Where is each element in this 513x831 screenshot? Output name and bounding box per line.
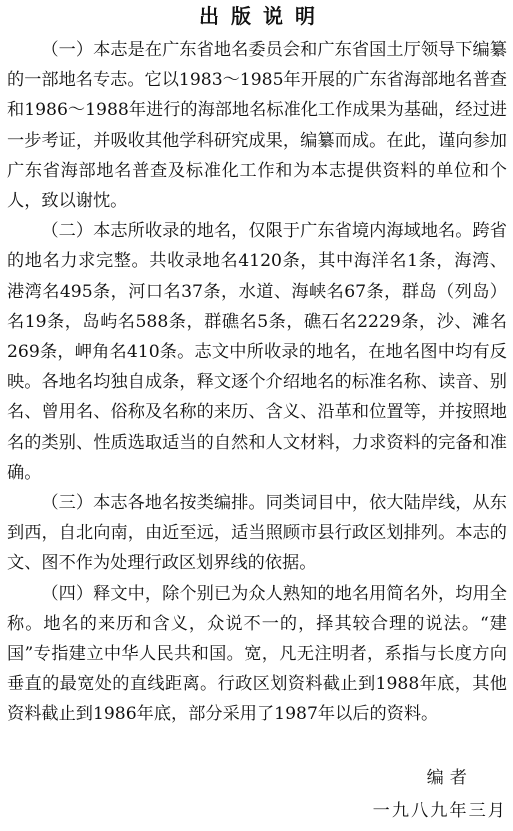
date-line: 一九八九年三月 bbox=[372, 801, 507, 821]
paragraph-2: （二）本志所收录的地名，仅限于广东省境内海域地名。跨省的地名力求完整。共收录地名4120条，其中海洋名1条，海湾、港湾名495条，河口名37条，水道、海峡名67条，群岛（列岛）名19条，岛屿名588条，群礁名5条，礁石名2229条，沙、滩名269条，岬角名410条。志文中所收录的地名，在地名图中均有反映。各地名均独自成条，释文逐个介绍地名的标准名称、读音、别名、曾用名、俗称及名称的来历、含义、沿革和位置等，并按照地名的类别、性质选取适当的自然和人文材料，力求资料的完备和准确。 bbox=[7, 221, 507, 483]
page-title: 出版说明 bbox=[199, 4, 327, 28]
paragraph-4: （四）释文中，除个别已为众人熟知的地名用简名外，均用全称。地名的来历和含义，众说不一的，择其较合理的说法。“建国”专指建立中华人民共和国。宽，凡无注明者，系指与长度方向垂直的最宽处的直线距离。行政区划资料截止到1988年底，其他资料截止到1986年底，部分采用了1987年以后的资料。 bbox=[7, 583, 507, 725]
paragraph-1: （一）本志是在广东省地名委员会和广东省国土厅领导下编纂的一部地名专志。它以1983～1985年开展的广东省海部地名普查和1986～1988年进行的海部地名标准化工作成果为基础，经过进一步考证，并吸收其他学科研究成果，编纂而成。在此，谨向参加广东省海部地名普查及标准化工作和为本志提供资料的单位和个人，致以谢忱。 bbox=[7, 40, 507, 212]
paragraph-3: （三）本志各地名按类编排。同类词目中，依大陆岸线，从东到西，自北向南，由近至远，适当照顾市县行政区划排列。本志的文、图不作为处理行政区划界线的依据。 bbox=[7, 493, 507, 574]
signature: 编者 bbox=[426, 768, 473, 788]
